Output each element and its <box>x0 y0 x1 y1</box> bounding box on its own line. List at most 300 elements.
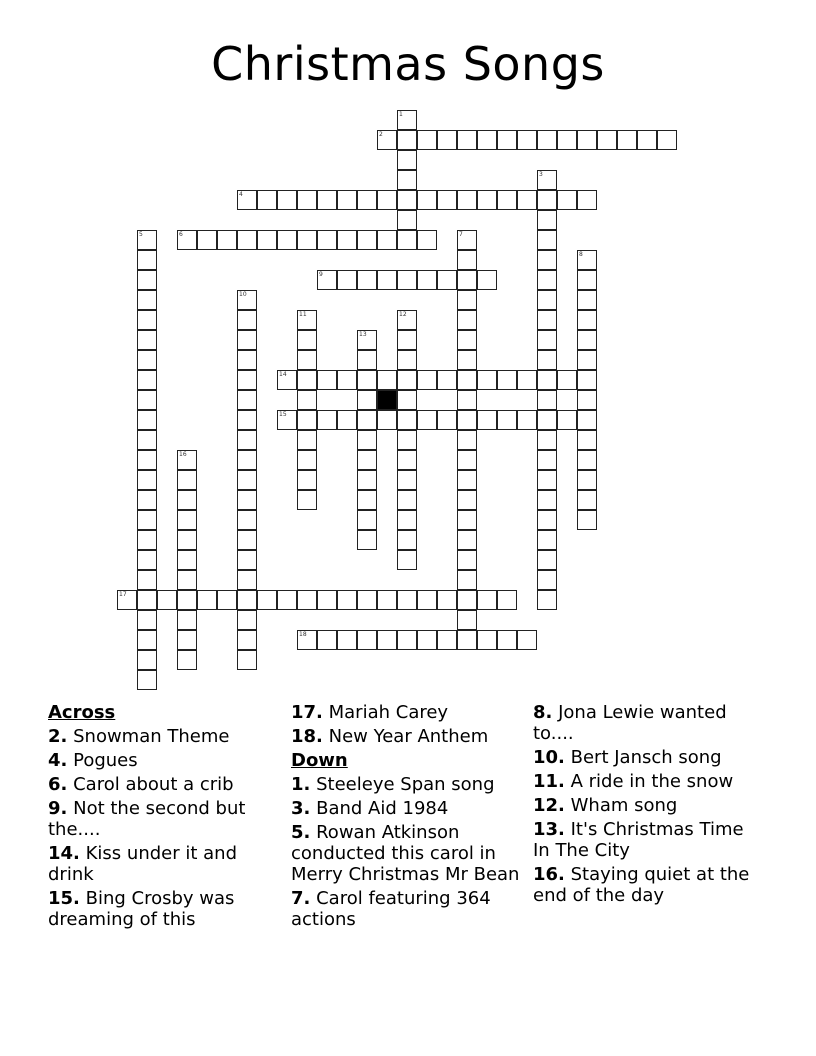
grid-cell[interactable] <box>357 630 377 650</box>
grid-cell[interactable] <box>357 270 377 290</box>
grid-cell[interactable] <box>537 310 557 330</box>
cell-number: 12 <box>399 311 407 318</box>
grid-cell[interactable] <box>177 630 197 650</box>
grid-cell[interactable] <box>497 630 517 650</box>
clues-column-1 <box>48 702 278 933</box>
grid-cell[interactable] <box>577 470 597 490</box>
grid-cell[interactable] <box>137 350 157 370</box>
grid-cell[interactable] <box>277 230 297 250</box>
grid-cell[interactable] <box>237 450 257 470</box>
cell-number: 16 <box>179 451 187 458</box>
grid-cell[interactable] <box>297 590 317 610</box>
grid-cell[interactable] <box>317 370 337 390</box>
cell-number: 3 <box>539 171 543 178</box>
grid-cell[interactable] <box>357 230 377 250</box>
clue-text: It's Christmas Time In The City <box>533 819 744 861</box>
grid-cell[interactable] <box>377 370 397 390</box>
clue-down-7 <box>291 888 523 930</box>
grid-cell[interactable] <box>237 370 257 390</box>
grid-cell[interactable] <box>577 510 597 530</box>
grid-cell[interactable] <box>137 670 157 690</box>
grid-cell[interactable] <box>457 570 477 590</box>
grid-cell[interactable] <box>237 390 257 410</box>
clue-number: 7. <box>291 888 311 909</box>
grid-cell[interactable] <box>337 370 357 390</box>
grid-cell[interactable] <box>297 370 317 390</box>
grid-cell[interactable] <box>237 410 257 430</box>
grid-cell[interactable] <box>497 130 517 150</box>
grid-cell[interactable] <box>137 370 157 390</box>
grid-cell[interactable] <box>237 350 257 370</box>
grid-cell[interactable] <box>537 370 557 390</box>
cell-number: 2 <box>379 131 383 138</box>
grid-cell[interactable] <box>397 630 417 650</box>
grid-cell[interactable] <box>457 590 477 610</box>
grid-cell[interactable] <box>237 290 257 310</box>
grid-cell[interactable] <box>377 630 397 650</box>
grid-cell[interactable] <box>457 430 477 450</box>
grid-cell[interactable] <box>537 430 557 450</box>
grid-cell[interactable] <box>497 190 517 210</box>
grid-cell[interactable] <box>517 190 537 210</box>
grid-cell[interactable] <box>237 490 257 510</box>
grid-cell[interactable] <box>357 470 377 490</box>
grid-cell[interactable] <box>377 190 397 210</box>
grid-cell[interactable] <box>137 250 157 270</box>
grid-cell[interactable] <box>137 230 157 250</box>
grid-cell[interactable] <box>397 490 417 510</box>
grid-cell[interactable] <box>397 270 417 290</box>
clue-number: 18. <box>291 726 323 747</box>
grid-cell[interactable] <box>477 630 497 650</box>
grid-cell[interactable] <box>277 410 297 430</box>
grid-cell[interactable] <box>137 410 157 430</box>
grid-cell[interactable] <box>357 530 377 550</box>
clue-number: 3. <box>291 798 311 819</box>
grid-cell[interactable] <box>397 170 417 190</box>
grid-cell[interactable] <box>477 370 497 390</box>
clue-down-1 <box>291 774 523 795</box>
grid-cell[interactable] <box>417 270 437 290</box>
grid-cell[interactable] <box>417 130 437 150</box>
grid-cell[interactable] <box>557 370 577 390</box>
grid-cell[interactable] <box>177 610 197 630</box>
grid-cell[interactable] <box>157 590 177 610</box>
grid-cell[interactable] <box>457 510 477 530</box>
grid-cell[interactable] <box>277 590 297 610</box>
grid-cell[interactable] <box>237 330 257 350</box>
grid-cell[interactable] <box>557 130 577 150</box>
grid-cell[interactable] <box>437 130 457 150</box>
grid-cell[interactable] <box>297 450 317 470</box>
grid-cell[interactable] <box>457 250 477 270</box>
grid-cell[interactable] <box>357 370 377 390</box>
grid-cell[interactable] <box>317 630 337 650</box>
cell-number: 5 <box>139 231 143 238</box>
grid-cell[interactable] <box>397 430 417 450</box>
grid-cell[interactable] <box>137 610 157 630</box>
grid-cell[interactable] <box>377 230 397 250</box>
clue-text: Not the second but the.... <box>48 798 246 840</box>
clue-text: Kiss under it and drink <box>48 843 237 885</box>
grid-cell[interactable] <box>537 330 557 350</box>
grid-cell[interactable] <box>177 570 197 590</box>
grid-cell[interactable] <box>537 130 557 150</box>
grid-cell[interactable] <box>357 190 377 210</box>
clue-text: A ride in the snow <box>570 771 734 792</box>
grid-cell[interactable] <box>237 510 257 530</box>
grid-cell[interactable] <box>137 630 157 650</box>
grid-cell[interactable] <box>337 630 357 650</box>
clue-down-10 <box>533 747 763 768</box>
grid-cell[interactable] <box>397 130 417 150</box>
grid-cell[interactable] <box>457 350 477 370</box>
grid-cell[interactable] <box>577 330 597 350</box>
grid-cell[interactable] <box>457 290 477 310</box>
grid-cell[interactable] <box>297 190 317 210</box>
grid-cell[interactable] <box>177 490 197 510</box>
grid-cell[interactable] <box>457 410 477 430</box>
grid-cell[interactable] <box>257 230 277 250</box>
clue-down-3 <box>291 798 523 819</box>
grid-cell[interactable] <box>457 390 477 410</box>
grid-cell[interactable] <box>457 190 477 210</box>
grid-cell[interactable] <box>377 410 397 430</box>
grid-cell[interactable] <box>537 510 557 530</box>
grid-cell[interactable] <box>457 310 477 330</box>
grid-cell[interactable] <box>657 130 677 150</box>
clue-number: 16. <box>533 864 565 885</box>
grid-cell[interactable] <box>297 630 317 650</box>
grid-cell[interactable] <box>577 410 597 430</box>
black-cell <box>377 390 397 410</box>
grid-cell[interactable] <box>397 510 417 530</box>
clue-text: Carol about a crib <box>73 774 234 795</box>
grid-cell[interactable] <box>357 590 377 610</box>
grid-cell[interactable] <box>537 270 557 290</box>
grid-cell[interactable] <box>337 270 357 290</box>
grid-cell[interactable] <box>317 590 337 610</box>
clue-number: 5. <box>291 822 311 843</box>
grid-cell[interactable] <box>137 510 157 530</box>
grid-cell[interactable] <box>137 470 157 490</box>
grid-cell[interactable] <box>397 550 417 570</box>
clues-column-2 <box>291 702 523 933</box>
grid-cell[interactable] <box>577 490 597 510</box>
grid-cell[interactable] <box>437 410 457 430</box>
grid-cell[interactable] <box>617 130 637 150</box>
grid-cell[interactable] <box>497 590 517 610</box>
grid-cell[interactable] <box>137 450 157 470</box>
grid-cell[interactable] <box>457 450 477 470</box>
grid-cell[interactable] <box>477 590 497 610</box>
grid-cell[interactable] <box>177 230 197 250</box>
grid-cell[interactable] <box>337 590 357 610</box>
grid-cell[interactable] <box>397 310 417 330</box>
grid-cell[interactable] <box>177 450 197 470</box>
grid-cell[interactable] <box>537 590 557 610</box>
grid-cell[interactable] <box>297 330 317 350</box>
grid-cell[interactable] <box>297 410 317 430</box>
grid-cell[interactable] <box>517 410 537 430</box>
grid-cell[interactable] <box>457 270 477 290</box>
grid-cell[interactable] <box>257 590 277 610</box>
grid-cell[interactable] <box>457 370 477 390</box>
grid-cell[interactable] <box>397 210 417 230</box>
clue-down-12 <box>533 795 763 816</box>
grid-cell[interactable] <box>357 350 377 370</box>
grid-cell[interactable] <box>397 450 417 470</box>
grid-cell[interactable] <box>457 230 477 250</box>
grid-cell[interactable] <box>357 390 377 410</box>
grid-cell[interactable] <box>537 550 557 570</box>
grid-cell[interactable] <box>237 570 257 590</box>
grid-cell[interactable] <box>577 390 597 410</box>
grid-cell[interactable] <box>297 310 317 330</box>
grid-cell[interactable] <box>137 550 157 570</box>
grid-cell[interactable] <box>517 130 537 150</box>
grid-cell[interactable] <box>477 270 497 290</box>
grid-cell[interactable] <box>537 450 557 470</box>
grid-cell[interactable] <box>437 370 457 390</box>
clue-number: 11. <box>533 771 565 792</box>
grid-cell[interactable] <box>217 230 237 250</box>
grid-cell[interactable] <box>237 190 257 210</box>
grid-cell[interactable] <box>217 590 237 610</box>
grid-cell[interactable] <box>337 230 357 250</box>
grid-cell[interactable] <box>497 410 517 430</box>
grid-cell[interactable] <box>537 170 557 190</box>
grid-cell[interactable] <box>577 290 597 310</box>
clue-number: 12. <box>533 795 565 816</box>
grid-cell[interactable] <box>457 490 477 510</box>
cell-number: 18 <box>299 631 307 638</box>
grid-cell[interactable] <box>177 590 197 610</box>
grid-cell[interactable] <box>357 510 377 530</box>
grid-cell[interactable] <box>377 590 397 610</box>
cell-number: 14 <box>279 371 287 378</box>
grid-cell[interactable] <box>397 590 417 610</box>
grid-cell[interactable] <box>397 470 417 490</box>
grid-cell[interactable] <box>377 270 397 290</box>
grid-cell[interactable] <box>357 330 377 350</box>
cell-number: 13 <box>359 331 367 338</box>
grid-cell[interactable] <box>457 130 477 150</box>
grid-cell[interactable] <box>497 370 517 390</box>
grid-cell[interactable] <box>397 110 417 130</box>
grid-cell[interactable] <box>417 410 437 430</box>
grid-cell[interactable] <box>137 430 157 450</box>
grid-cell[interactable] <box>137 650 157 670</box>
grid-cell[interactable] <box>237 590 257 610</box>
grid-cell[interactable] <box>237 230 257 250</box>
grid-cell[interactable] <box>237 550 257 570</box>
grid-cell[interactable] <box>577 350 597 370</box>
grid-cell[interactable] <box>337 410 357 430</box>
grid-cell[interactable] <box>137 530 157 550</box>
grid-cell[interactable] <box>557 190 577 210</box>
grid-cell[interactable] <box>237 430 257 450</box>
grid-cell[interactable] <box>237 530 257 550</box>
cell-number: 15 <box>279 411 287 418</box>
grid-cell[interactable] <box>137 310 157 330</box>
clue-text: Jona Lewie wanted to.... <box>533 702 727 744</box>
grid-cell[interactable] <box>137 290 157 310</box>
grid-cell[interactable] <box>297 350 317 370</box>
grid-cell[interactable] <box>337 190 357 210</box>
grid-cell[interactable] <box>437 630 457 650</box>
grid-cell[interactable] <box>397 350 417 370</box>
grid-cell[interactable] <box>577 310 597 330</box>
grid-cell[interactable] <box>577 190 597 210</box>
grid-cell[interactable] <box>637 130 657 150</box>
clue-across-2 <box>48 726 278 747</box>
grid-cell[interactable] <box>417 230 437 250</box>
grid-cell[interactable] <box>377 130 397 150</box>
clue-down-8 <box>533 702 763 744</box>
grid-cell[interactable] <box>417 370 437 390</box>
clue-number: 17. <box>291 702 323 723</box>
grid-cell[interactable] <box>237 470 257 490</box>
grid-cell[interactable] <box>137 590 157 610</box>
clue-text: Wham song <box>570 795 678 816</box>
grid-cell[interactable] <box>237 650 257 670</box>
grid-cell[interactable] <box>297 430 317 450</box>
grid-cell[interactable] <box>537 230 557 250</box>
grid-cell[interactable] <box>397 370 417 390</box>
grid-cell[interactable] <box>557 410 577 430</box>
grid-cell[interactable] <box>517 370 537 390</box>
grid-cell[interactable] <box>537 290 557 310</box>
grid-cell[interactable] <box>197 590 217 610</box>
clue-across-18 <box>291 726 523 747</box>
grid-cell[interactable] <box>137 270 157 290</box>
grid-cell[interactable] <box>577 270 597 290</box>
grid-cell[interactable] <box>137 490 157 510</box>
clue-number: 2. <box>48 726 68 747</box>
grid-cell[interactable] <box>457 530 477 550</box>
grid-cell[interactable] <box>537 390 557 410</box>
cell-number: 8 <box>579 251 583 258</box>
grid-cell[interactable] <box>297 390 317 410</box>
grid-cell[interactable] <box>317 270 337 290</box>
grid-cell[interactable] <box>317 190 337 210</box>
grid-cell[interactable] <box>577 130 597 150</box>
grid-cell[interactable] <box>237 310 257 330</box>
grid-cell[interactable] <box>537 250 557 270</box>
grid-cell[interactable] <box>577 370 597 390</box>
grid-cell[interactable] <box>417 190 437 210</box>
grid-cell[interactable] <box>237 630 257 650</box>
clue-across-17 <box>291 702 523 723</box>
cell-number: 17 <box>119 591 127 598</box>
clue-text: New Year Anthem <box>328 726 489 747</box>
page-title: Christmas Songs <box>211 37 605 91</box>
grid-cell[interactable] <box>277 370 297 390</box>
grid-cell[interactable] <box>397 530 417 550</box>
grid-cell[interactable] <box>577 250 597 270</box>
grid-cell[interactable] <box>437 590 457 610</box>
grid-cell[interactable] <box>417 590 437 610</box>
grid-cell[interactable] <box>477 190 497 210</box>
grid-cell[interactable] <box>357 490 377 510</box>
grid-cell[interactable] <box>137 390 157 410</box>
grid-cell[interactable] <box>457 630 477 650</box>
grid-cell[interactable] <box>457 610 477 630</box>
clue-text: Band Aid 1984 <box>316 798 449 819</box>
grid-cell[interactable] <box>297 230 317 250</box>
grid-cell[interactable] <box>537 410 557 430</box>
grid-cell[interactable] <box>177 550 197 570</box>
grid-cell[interactable] <box>537 570 557 590</box>
grid-cell[interactable] <box>397 330 417 350</box>
grid-cell[interactable] <box>397 150 417 170</box>
grid-cell[interactable] <box>297 470 317 490</box>
grid-cell[interactable] <box>537 490 557 510</box>
grid-cell[interactable] <box>357 450 377 470</box>
grid-cell[interactable] <box>177 510 197 530</box>
grid-cell[interactable] <box>257 190 277 210</box>
clue-down-5 <box>291 822 523 885</box>
clue-number: 4. <box>48 750 68 771</box>
clue-text: Steeleye Span song <box>316 774 495 795</box>
clue-number: 8. <box>533 702 553 723</box>
cell-number: 9 <box>319 271 323 278</box>
grid-cell[interactable] <box>537 530 557 550</box>
grid-cell[interactable] <box>477 130 497 150</box>
grid-cell[interactable] <box>417 630 437 650</box>
cell-number: 4 <box>239 191 243 198</box>
grid-cell[interactable] <box>457 550 477 570</box>
grid-cell[interactable] <box>177 650 197 670</box>
grid-cell[interactable] <box>197 230 217 250</box>
cell-number: 1 <box>399 111 403 118</box>
grid-cell[interactable] <box>397 410 417 430</box>
grid-cell[interactable] <box>577 430 597 450</box>
grid-cell[interactable] <box>237 610 257 630</box>
grid-cell[interactable] <box>277 190 297 210</box>
grid-cell[interactable] <box>317 410 337 430</box>
clue-number: 10. <box>533 747 565 768</box>
grid-cell[interactable] <box>357 410 377 430</box>
grid-cell[interactable] <box>297 490 317 510</box>
grid-cell[interactable] <box>397 190 417 210</box>
grid-cell[interactable] <box>597 130 617 150</box>
grid-cell[interactable] <box>117 590 137 610</box>
grid-cell[interactable] <box>437 190 457 210</box>
grid-cell[interactable] <box>457 470 477 490</box>
grid-cell[interactable] <box>317 230 337 250</box>
grid-cell[interactable] <box>137 330 157 350</box>
grid-cell[interactable] <box>537 210 557 230</box>
grid-cell[interactable] <box>537 350 557 370</box>
grid-cell[interactable] <box>437 270 457 290</box>
grid-cell[interactable] <box>397 390 417 410</box>
grid-cell[interactable] <box>177 470 197 490</box>
grid-cell[interactable] <box>537 470 557 490</box>
grid-cell[interactable] <box>137 570 157 590</box>
grid-cell[interactable] <box>577 450 597 470</box>
grid-cell[interactable] <box>457 330 477 350</box>
grid-cell[interactable] <box>397 230 417 250</box>
grid-cell[interactable] <box>177 530 197 550</box>
grid-cell[interactable] <box>477 410 497 430</box>
grid-cell[interactable] <box>537 190 557 210</box>
grid-cell[interactable] <box>357 430 377 450</box>
clue-down-16 <box>533 864 763 906</box>
grid-cell[interactable] <box>517 630 537 650</box>
clue-number: 15. <box>48 888 80 909</box>
